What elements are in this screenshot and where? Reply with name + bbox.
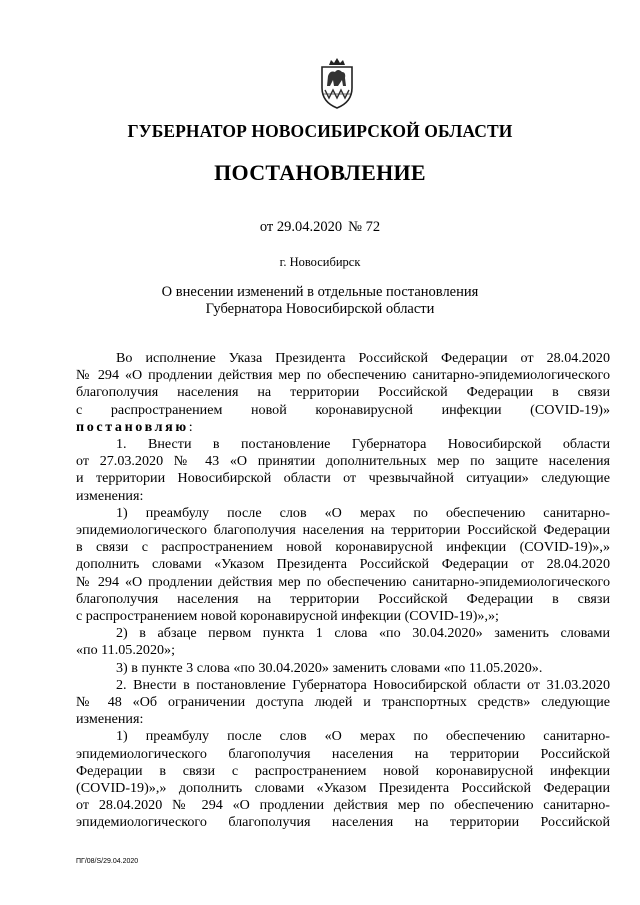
- decree-dateline: [0, 219, 640, 236]
- resolve-word: постановляю: [76, 418, 189, 435]
- resolve-line: [76, 419, 610, 436]
- body-line: 3) в пункте 3 слова «по 30.04.2020» заменить словами «по 11.05.2020».: [116, 659, 543, 676]
- decree-city: г. Новосибирск: [279, 255, 361, 269]
- body-line: от 28.04.2020 № 294 «О продлении действия мер по обеспечению санитарно-: [76, 797, 610, 814]
- document-type: ПОСТАНОВЛЕНИЕ: [214, 160, 426, 185]
- body-line: и территории Новосибирской области от чрезвычайной ситуации» следующие: [76, 470, 610, 487]
- subject-line: Губернатора Новосибирской области: [205, 301, 435, 317]
- body-line: от 27.03.2020 № 43 «О принятии дополнительных мер по защите населения: [76, 453, 610, 470]
- resolve-colon: :: [188, 418, 193, 435]
- body-line: благополучия населения на территории Российской Федерации в связи: [76, 590, 610, 607]
- body-line: благополучия населения на территории Российской Федерации в связи: [76, 384, 610, 401]
- body-line: с распространением новой коронавирусной инфекции (COVID-19)»,»;: [76, 608, 499, 625]
- body-line: с распространением новой коронавирусной инфекции (COVID-19)»: [76, 401, 610, 418]
- body-line: № 294 «О продлении действия мер по обеспечению санитарно-эпидемиологического: [76, 573, 610, 590]
- subject-line: О внесении изменений в отдельные постановления: [161, 284, 479, 300]
- coat-of-arms-icon: [317, 56, 357, 110]
- body-line: 1) преамбулу после слов «О мерах по обеспечению санитарно-: [116, 728, 610, 745]
- body-line: изменения:: [76, 487, 144, 504]
- body-line: № 294 «О продлении действия мер по обеспечению санитарно-эпидемиологического: [76, 367, 610, 384]
- body-line: эпидемиологического благополучия населения на территории Российской: [76, 814, 610, 831]
- body-line: Во исполнение Указа Президента Российской Федерации от 28.04.2020: [116, 350, 610, 366]
- governor-title: ГУБЕРНАТОР НОВОСИБИРСКОЙ ОБЛАСТИ: [127, 121, 513, 141]
- decree-subject: [0, 284, 640, 318]
- body-line: 2) в абзаце первом пункта 1 слова «по 30.04.2020» заменить словами: [116, 625, 610, 642]
- document-body: [76, 350, 610, 832]
- body-line: дополнить словами «Указом Президента Российской Федерации от 28.04.2020: [76, 556, 610, 573]
- body-line: № 48 «Об ограничении доступа людей и транспортных средств» следующие: [76, 694, 610, 711]
- body-line: изменения:: [76, 711, 144, 728]
- decree-date: от 29.04.2020: [259, 219, 343, 235]
- body-line: 1) преамбулу после слов «О мерах по обеспечению санитарно-: [116, 504, 610, 521]
- body-line: 2. Внести в постановление Губернатора Новосибирской области от 31.03.2020: [116, 676, 610, 693]
- body-line: 1. Внести в постановление Губернатора Новосибирской области: [116, 436, 610, 453]
- body-line: (COVID-19)»,» дополнить словами «Указом Президента Российской Федерации: [76, 780, 610, 797]
- body-line: в связи с распространением новой коронавирусной инфекции (COVID-19)»,»: [76, 539, 610, 556]
- body-line: эпидемиологического благополучия населения на территории Российской Федерации: [76, 522, 610, 539]
- document-code: ПГ/08/S/29.04.2020: [76, 858, 139, 865]
- decree-number: № 72: [348, 219, 381, 235]
- body-line: эпидемиологического благополучия населения на территории Российской: [76, 745, 610, 762]
- body-line: Федерации в связи с распространением новой коронавирусной инфекции: [76, 762, 610, 779]
- body-line: «по 11.05.2020»;: [76, 642, 176, 659]
